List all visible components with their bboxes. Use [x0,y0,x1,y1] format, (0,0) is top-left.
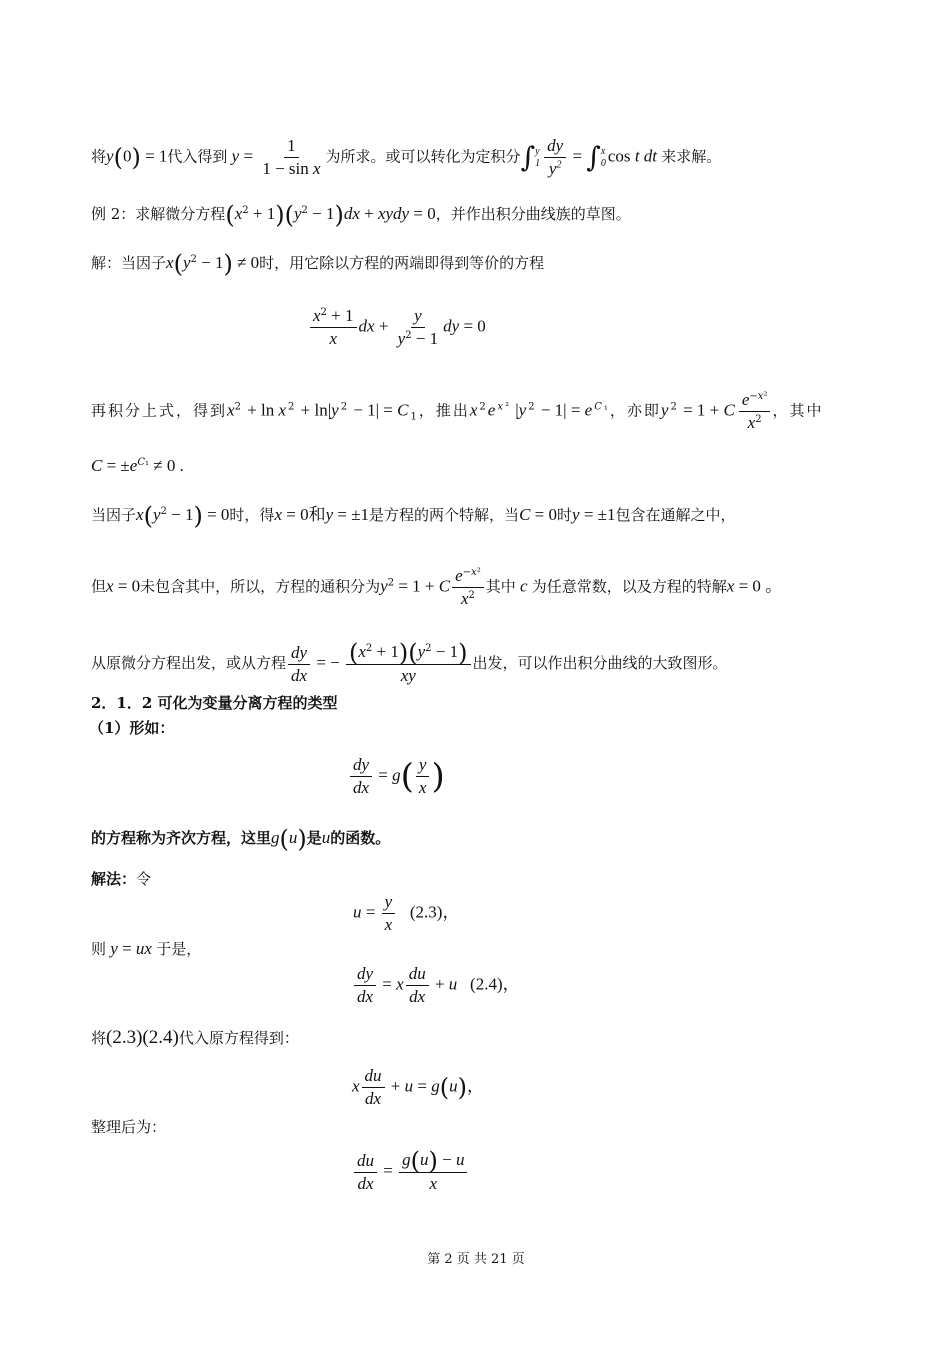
text-line-3: 解：当因子$x(y^2 - 1) \ne 0$时，用它除以方程的两端即得到等价的方程 [91,250,545,278]
equation-number: (2.3) [409,902,443,922]
text-line-8: 但x = 0未包含其中，所以，方程的通积分为$y^2 = 1 + C$ $\frac{e^{-x^2}}{x^2}$ 其中 c 为任意常数，以及方程的特解x = 0 。 [91,566,783,608]
text-line-7: 当因子$x(y^2 - 1) = 0$时，得x = 0和y = ±1是方程的两个特解，当C = 0时y = ±1包含在通解之中， [91,502,736,530]
text-line-17: 将(2.3)(2.4)代入原方程得到： [91,1027,299,1048]
text-line-2: 例 2：求解微分方程$(x^2 + 1)(y^2 - 1)dx$ + xydy = 0，并作出积分曲线族的草图。 [91,201,631,229]
equation-separable: $\frac{du}{dx}$ = $\frac{g(u) - u}{x}$ [352,1150,469,1194]
formula-fraction: $\frac{1}{\text{1 − sin x}}$ [262,136,321,178]
equation-2-4: $\frac{dy}{dx}$ = x $\frac{du}{dx}$ + u (2.4)， [352,964,520,1007]
text-line-9: 从原微分方程出发，或从方程 $\frac{dy}{dx}$ = − $\frac{(x^2 + 1)(y^2 - 1)}{xy}$ 出发，可以作出积分曲线的大致图形。 [91,639,728,685]
text-line-6: $C = \pm e^{C_1} \ne 0$ . [91,456,184,475]
equation-2-3: u = $\frac{y}{x}$ (2.3)， [353,892,460,934]
text-line-15: 则 y = ux 于是， [91,939,202,958]
equation-substituted: x $\frac{du}{dx}$ + u = g(u)， [352,1066,484,1108]
text-line-12: 的方程称为齐次方程，这里g(u)是u的函数。 [91,825,391,853]
subsection-heading: （1）形如： [89,719,175,737]
equation-homogeneous: $\frac{dy}{dx}$ = g( $\frac{y}{x}$ ) [348,755,445,798]
text-line-13: 解法：令 [91,870,152,888]
text-line-5: 再积分上式，得到$x^2 + \ln x^2 + \ln|y^2 - 1| = C_1$，推出$x^2e^{x^2}$ $|y^2 - 1| = e^{C_1}$，亦即$y^2 = 1 + C$ $\frac{e^{-x^2}}{x^2}$ ，其中 [91,390,824,432]
equation-1: $\frac{x^2 + 1}{x}$ dx + $\frac{y}{y^2 - 1}$ dy = 0 [308,306,486,349]
page-footer: 第 2 页 共 21 页 [427,1252,525,1267]
equation-number: (2.4) [470,974,503,994]
text-line-19: 整理后为： [91,1118,167,1136]
section-heading: 2．1．2 可化为变量分离方程的类型 [91,694,338,712]
text-line-1: 将y(0) = 1代入得到 y = $\frac{1}{\text{1 − sin x}}$ 为所求。或可以转化为定积分∫ y 1 $\frac{dy}{y^2}$ = ∫ x 0 cos t dt 来求解。 [91,136,722,178]
